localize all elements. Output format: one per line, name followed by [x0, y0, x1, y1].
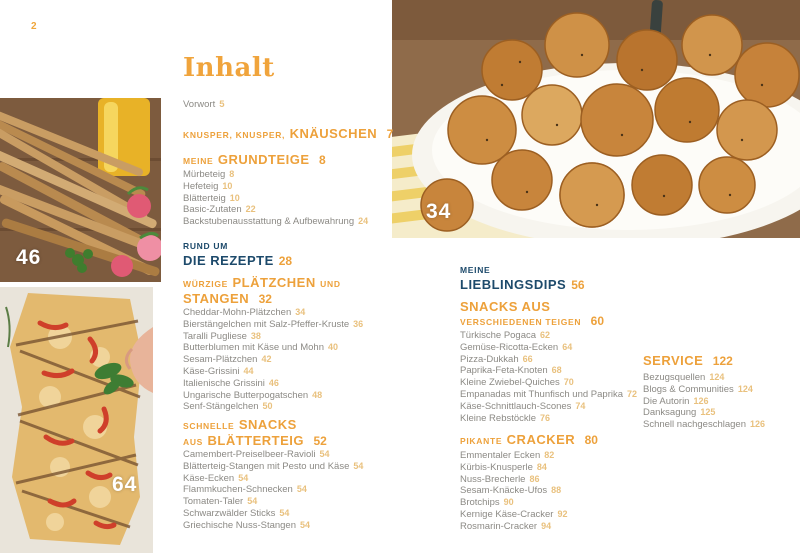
- toc-entry-page: 54: [279, 507, 290, 518]
- toc-entry-page: 10: [229, 192, 240, 203]
- heading-large-text: STANGEN: [183, 290, 250, 306]
- toc-entry: [183, 342, 363, 354]
- toc-entry-page: 24: [358, 216, 369, 227]
- toc-entry-page: 22: [245, 204, 256, 215]
- toc-entry-page: 44: [243, 365, 254, 376]
- heading-small-text: WÜRZIGE: [183, 279, 229, 289]
- toc-entry-label: Griechische Nuss-Stangen: [183, 519, 296, 531]
- toc-entry: [183, 354, 363, 366]
- toc-entry-label: Pizza-Dukkah: [460, 353, 519, 365]
- toc-list-blaetterteig: [183, 449, 363, 532]
- cheese-scones-illustration: [392, 0, 800, 238]
- toc-entry: [183, 496, 363, 508]
- chapter-heading-dips: [460, 262, 585, 292]
- toc-entry-label: Taralli Pugliese: [183, 330, 247, 342]
- heading-page-number: 8: [319, 153, 326, 167]
- heading-small-text: VERSCHIEDENEN TEIGEN: [460, 316, 582, 327]
- toc-entry-label: Empanadas mit Thunfisch und Paprika: [460, 388, 623, 400]
- toc-entry: [460, 365, 637, 377]
- toc-entry-page: 124: [737, 383, 753, 394]
- toc-entry-label: Sesam-Plätzchen: [183, 354, 258, 366]
- page-title: Inhalt: [183, 53, 275, 83]
- toc-entry-label: Kleine Zwiebel-Quiches: [460, 377, 560, 389]
- toc-entry-page: 40: [328, 342, 339, 353]
- toc-entry-page: 54: [353, 460, 364, 471]
- toc-entry-page: 38: [250, 330, 261, 341]
- toc-entry-label: Butterblumen mit Käse und Mohn: [183, 342, 324, 354]
- heading-page-number: 52: [313, 433, 327, 448]
- heading-small-text: UND: [320, 279, 341, 289]
- toc-entry-label: Flammkuchen-Schnecken: [183, 484, 293, 496]
- toc-entry-page: 74: [575, 400, 586, 411]
- toc-entry: [643, 407, 765, 419]
- toc-entry-page: 126: [693, 395, 709, 406]
- toc-entry-label: Die Autorin: [643, 395, 690, 407]
- toc-entry-label: Camembert-Preiselbeer-Ravioli: [183, 449, 316, 460]
- toc-entry-page: 48: [312, 389, 323, 400]
- toc-entry-label: Vorwort: [183, 99, 216, 110]
- toc-entry: [183, 484, 363, 496]
- heading-large-text: SNACKS: [238, 417, 297, 432]
- section-heading-teigen: [460, 300, 604, 329]
- toc-entry-page: 84: [536, 461, 547, 472]
- toc-entry: [460, 509, 567, 521]
- toc-entry: [183, 216, 368, 228]
- toc-entry-label: Nuss-Brecherle: [460, 473, 526, 485]
- section-heading-plaetzchen: [183, 276, 341, 306]
- toc-entry-page: 42: [261, 354, 272, 365]
- heading-small-text: MEINE: [460, 265, 491, 275]
- heading-large-text: CRACKER: [506, 432, 576, 447]
- toc-entry-label: Kleine Rebstöckle: [460, 412, 537, 424]
- toc-entry-label: Backstubenausstattung & Aufbewahrung: [183, 216, 355, 228]
- heading-large-text: SERVICE: [643, 353, 704, 368]
- toc-entry-label: Blätterteig: [183, 192, 226, 204]
- toc-entry-page: 76: [540, 412, 551, 423]
- section-heading-blaetterteig: [183, 418, 327, 449]
- toc-entry-vorwort: [183, 99, 225, 110]
- toc-entry-label: Bezugsquellen: [643, 372, 706, 383]
- toc-entry-page: 70: [563, 377, 574, 388]
- heading-page-number: 80: [584, 433, 598, 447]
- toc-entry: [183, 461, 363, 473]
- toc-entry-label: Ungarische Butterpogatschen: [183, 389, 309, 401]
- section-heading-service: [643, 352, 733, 370]
- heading-large-text: BLÄTTERTEIG: [207, 432, 304, 448]
- toc-entry-label: Cheddar-Mohn-Plätzchen: [183, 307, 292, 318]
- toc-entry-page: 126: [750, 419, 766, 430]
- photo-page-badge-grissini: 46: [16, 246, 42, 269]
- corner-page-number: 2: [31, 21, 37, 32]
- toc-entry: [460, 450, 567, 462]
- chapter-heading-rezepte: [183, 238, 292, 268]
- toc-entry-label: Senf-Stängelchen: [183, 401, 259, 413]
- toc-entry: [460, 474, 567, 486]
- toc-entry-page: 125: [700, 407, 716, 418]
- toc-entry-label: Gemüse-Ricotta-Ecken: [460, 341, 559, 353]
- heading-page-number: 32: [258, 291, 272, 306]
- toc-entry: [183, 473, 363, 485]
- chapter-heading-knusper: [183, 125, 393, 143]
- toc-entry: [183, 331, 363, 343]
- toc-list-plaetzchen: [183, 307, 363, 413]
- toc-entry: [460, 497, 567, 509]
- toc-entry-page: 88: [551, 485, 562, 496]
- toc-entry-label: Schwarzwälder Sticks: [183, 507, 276, 519]
- toc-entry-label: Italienische Grissini: [183, 377, 265, 389]
- toc-entry-label: Danksagung: [643, 407, 697, 419]
- toc-entry: [183, 181, 368, 193]
- toc-entry: [460, 354, 637, 366]
- toc-entry-label: Sesam-Knäcke-Ufos: [460, 485, 548, 497]
- toc-entry-page: 36: [353, 318, 364, 329]
- toc-entry-page: 86: [529, 473, 540, 484]
- toc-entry: [643, 372, 765, 384]
- toc-entry-page: 124: [709, 372, 725, 382]
- section-heading-cracker: [460, 431, 598, 449]
- toc-entry: [183, 390, 363, 402]
- photo-grissini: [0, 98, 161, 282]
- toc-entry-page: 54: [319, 449, 330, 459]
- heading-small-text: MEINE: [183, 156, 214, 166]
- toc-entry: [643, 384, 765, 396]
- toc-entry-page: 8: [229, 169, 235, 179]
- toc-entry-page: 82: [544, 450, 555, 460]
- toc-entry-label: Mürbeteig: [183, 169, 226, 180]
- toc-entry: [183, 378, 363, 390]
- heading-page-number: 28: [278, 253, 293, 268]
- heading-page-number: 7: [386, 127, 394, 141]
- toc-entry-page: 62: [540, 330, 551, 340]
- toc-entry-label: Tomaten-Taler: [183, 496, 244, 508]
- toc-entry: [460, 389, 637, 401]
- photo-page-badge-scones: 34: [426, 200, 452, 223]
- toc-entry-label: Basic-Zutaten: [183, 204, 242, 216]
- toc-entry: [183, 520, 363, 532]
- toc-entry-label: Blätterteig-Stangen mit Pesto und Käse: [183, 460, 350, 472]
- photo-cheese-scones: [392, 0, 800, 238]
- toc-entry-page: 94: [541, 520, 552, 531]
- heading-page-number: 56: [571, 277, 585, 292]
- toc-entry-label: Rosmarin-Cracker: [460, 520, 538, 532]
- toc-entry: [183, 449, 363, 461]
- toc-entry: [460, 330, 637, 342]
- heading-small-text: SCHNELLE: [183, 421, 235, 431]
- photo-page-badge-flatbread: 64: [112, 473, 138, 496]
- toc-entry-label: Hefeteig: [183, 180, 219, 192]
- heading-small-text: KNUSPER, KNUSPER,: [183, 130, 286, 140]
- toc-entry-page: 50: [262, 401, 273, 412]
- toc-entry-page: 66: [522, 353, 533, 364]
- flatbread-illustration: [0, 287, 153, 553]
- toc-entry: [460, 413, 637, 425]
- toc-entry-label: Käse-Schnittlauch-Scones: [460, 400, 572, 412]
- toc-entry: [460, 462, 567, 474]
- photo-flatbread: [0, 287, 153, 553]
- toc-entry: [643, 419, 765, 431]
- toc-entry-page: 5: [219, 99, 225, 110]
- toc-entry: [643, 396, 765, 408]
- toc-entry-page: 10: [222, 180, 233, 191]
- toc-list-teigen: [460, 330, 637, 424]
- heading-small-text: AUS: [183, 436, 204, 447]
- toc-list-cracker: [460, 450, 567, 533]
- heading-large-text: PLÄTZCHEN: [232, 275, 316, 290]
- toc-entry-label: Schnell nachgeschlagen: [643, 419, 746, 431]
- toc-entry: [460, 401, 637, 413]
- toc-entry: [460, 342, 637, 354]
- toc-entry-label: Käse-Grissini: [183, 365, 240, 377]
- toc-entry: [460, 377, 637, 389]
- toc-entry-page: 46: [268, 377, 279, 388]
- toc-entry-label: Bierstängelchen mit Salz-Pfeffer-Kruste: [183, 318, 350, 330]
- toc-entry-label: Käse-Ecken: [183, 472, 235, 484]
- toc-list-service: [643, 372, 765, 431]
- toc-entry-label: Brotchips: [460, 497, 500, 509]
- toc-entry: [183, 401, 363, 413]
- toc-entry-page: 90: [503, 497, 514, 508]
- toc-entry: [183, 169, 368, 181]
- heading-small-text: PIKANTE: [460, 436, 503, 446]
- toc-entry: [460, 521, 567, 533]
- toc-entry: [460, 485, 567, 497]
- toc-entry-page: 54: [300, 519, 311, 530]
- toc-entry: [183, 508, 363, 520]
- toc-entry-label: Emmentaler Ecken: [460, 450, 541, 461]
- toc-list-grundteige: [183, 169, 368, 228]
- toc-entry-label: Türkische Pogaca: [460, 330, 537, 341]
- heading-large-text: KNÄUSCHEN: [289, 126, 378, 141]
- heading-large-text: DIE REZEPTE: [183, 252, 274, 268]
- toc-entry-page: 34: [295, 307, 306, 317]
- heading-small-text: RUND UM: [183, 241, 229, 251]
- toc-entry-label: Paprika-Feta-Knoten: [460, 365, 548, 377]
- toc-entry: [183, 193, 368, 205]
- toc-entry-page: 54: [238, 472, 249, 483]
- toc-entry-label: Blogs & Communities: [643, 383, 734, 395]
- section-heading-grundteige: [183, 151, 326, 169]
- toc-entry-page: 54: [296, 484, 307, 495]
- toc-entry-page: 92: [557, 508, 568, 519]
- toc-entry: [183, 204, 368, 216]
- toc-entry: [183, 366, 363, 378]
- toc-entry-page: 54: [247, 496, 258, 507]
- heading-large-text: GRUNDTEIGE: [217, 152, 310, 167]
- toc-entry: [183, 307, 363, 319]
- toc-entry-page: 64: [562, 341, 573, 352]
- toc-entry-label: Kürbis-Knusperle: [460, 461, 533, 473]
- heading-page-number: 60: [590, 313, 605, 328]
- toc-entry-label: Kernige Käse-Cracker: [460, 508, 554, 520]
- toc-entry-page: 68: [551, 365, 562, 376]
- toc-entry: [183, 319, 363, 331]
- heading-page-number: 122: [712, 354, 733, 368]
- heading-large-text: SNACKS AUS: [460, 299, 551, 314]
- heading-large-text: LIEBLINGSDIPS: [460, 276, 567, 292]
- toc-entry-page: 72: [627, 388, 638, 399]
